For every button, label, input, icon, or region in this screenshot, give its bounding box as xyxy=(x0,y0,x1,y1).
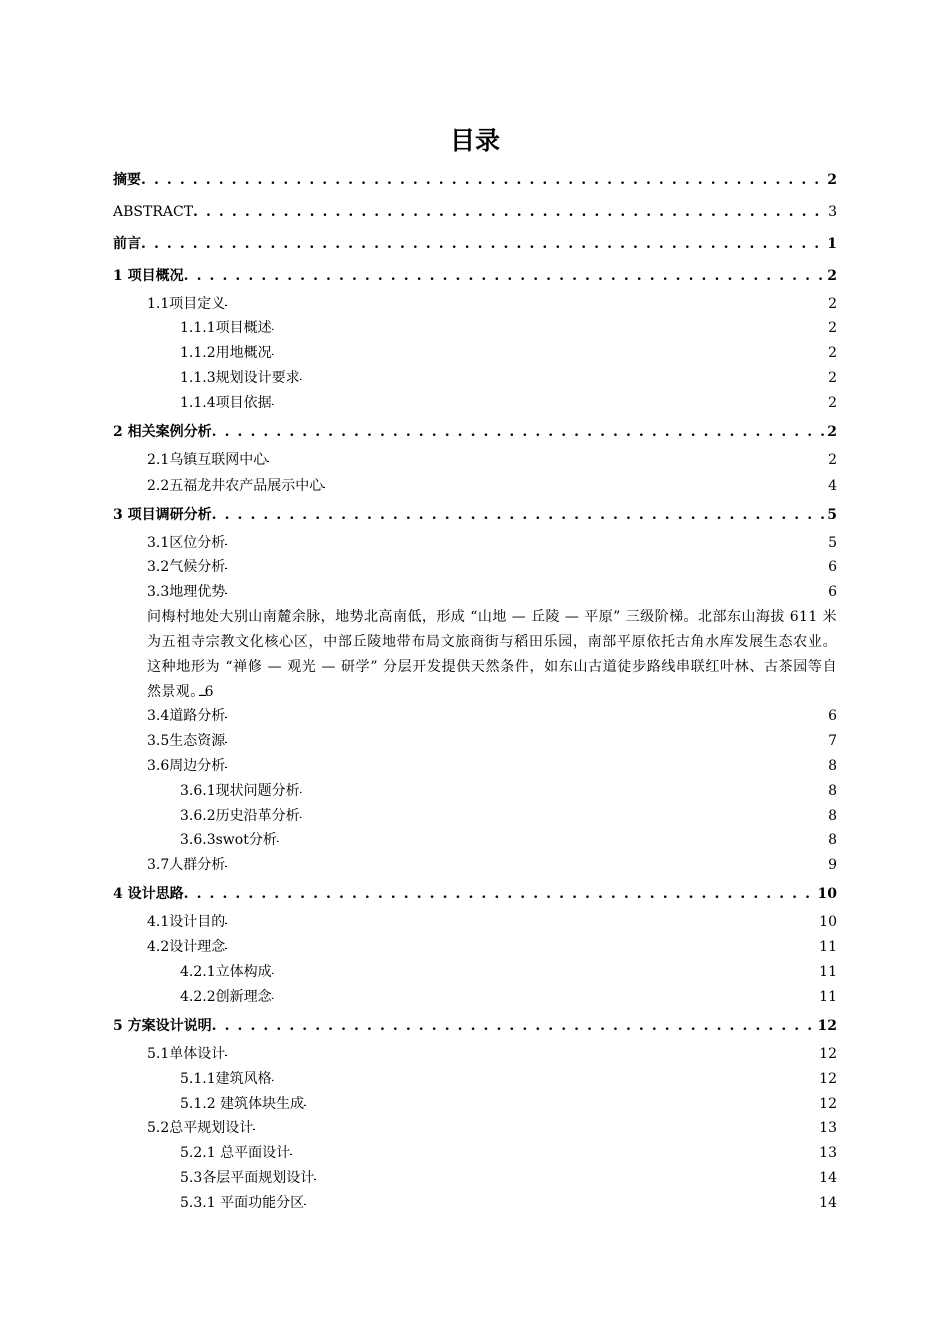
toc-page-number: 5 xyxy=(828,535,837,551)
toc-entry-3-2[interactable] xyxy=(113,557,837,577)
toc-entry-label: 4 设计思路 xyxy=(113,886,184,902)
toc-entry-label: 1.1.4项目依据 xyxy=(180,395,272,411)
toc-entry-label: 3.6.3swot分析 xyxy=(180,832,277,848)
toc-page-number: 6 xyxy=(828,559,837,575)
toc-entry-1-1-4[interactable] xyxy=(113,393,837,413)
toc-page-number: 2 xyxy=(828,395,837,411)
toc-entry-3-6[interactable] xyxy=(113,756,837,776)
toc-page-number: 1 xyxy=(827,236,837,252)
toc-entry-chapter-3[interactable] xyxy=(113,505,837,525)
leader-dots xyxy=(212,1016,816,1036)
toc-entry-label: 2.1乌镇互联网中心 xyxy=(147,452,268,468)
leader-dots xyxy=(225,1044,817,1064)
leader-dots xyxy=(272,318,826,338)
toc-entry-label: 3.2气候分析 xyxy=(147,559,226,575)
leader-dots xyxy=(225,731,826,751)
leader-dots xyxy=(212,422,826,442)
toc-page-number: 11 xyxy=(819,939,837,955)
toc-page-number: 6 xyxy=(828,708,837,724)
toc-entry-label: 前言 xyxy=(113,236,141,252)
leader-dots xyxy=(253,1118,817,1138)
leader-dots xyxy=(141,170,825,190)
toc-page-number: 4 xyxy=(828,478,837,494)
toc-page-number: 2 xyxy=(827,268,837,284)
toc-entry-label: 5.1.2 建筑体块生成 xyxy=(180,1096,305,1112)
toc-page-number: 8 xyxy=(828,808,837,824)
toc-entry-label: 1.1.2用地概况 xyxy=(180,345,272,361)
toc-entry-label: 5.1单体设计 xyxy=(147,1046,226,1062)
toc-entry-label: 4.1设计目的 xyxy=(147,914,226,930)
leader-dots xyxy=(272,962,818,982)
toc-entry-chapter-5[interactable] xyxy=(113,1016,837,1036)
toc-entry-label: 3.4道路分析 xyxy=(147,708,226,724)
toc-entry-3-6-2[interactable] xyxy=(113,806,837,826)
toc-page-number: 6 xyxy=(828,584,837,600)
leader-dots xyxy=(300,368,826,388)
toc-entry-4-2-1[interactable] xyxy=(113,962,837,982)
leader-dots xyxy=(225,937,817,957)
leader-dots xyxy=(272,987,818,1007)
toc-entry-label: 2.2五福龙井农产品展示中心 xyxy=(147,478,324,494)
toc-entry-2-2[interactable] xyxy=(113,476,837,496)
toc-entry-label: 3.5生态资源 xyxy=(147,733,226,749)
leader-dots xyxy=(314,1168,817,1188)
toc-entry-3-6-3[interactable] xyxy=(113,830,837,850)
toc-entry-5-3[interactable] xyxy=(113,1168,837,1188)
toc-page-number: 2 xyxy=(827,172,837,188)
toc-entry-label: 3.6周边分析 xyxy=(147,758,226,774)
toc-page-number: 2 xyxy=(828,370,837,386)
leader-dots xyxy=(272,393,826,413)
toc-page-number: 14 xyxy=(819,1195,837,1211)
leader-dots xyxy=(304,1193,817,1213)
toc-entry-label: 3.3地理优势 xyxy=(147,584,226,600)
toc-entry-chapter-1[interactable] xyxy=(113,266,837,286)
toc-page-number: 12 xyxy=(819,1071,837,1087)
toc-page-number: 12 xyxy=(819,1046,837,1062)
toc-entry-1-1[interactable] xyxy=(113,294,837,314)
toc-entry-1-1-3[interactable] xyxy=(113,368,837,388)
toc-entry-label: 3.7人群分析 xyxy=(147,857,226,873)
toc-entry-1-1-1[interactable] xyxy=(113,318,837,338)
toc-entry-label: 5.1.1建筑风格 xyxy=(180,1071,272,1087)
toc-entry-label: 1.1项目定义 xyxy=(147,296,226,312)
toc-entry-preface[interactable] xyxy=(113,234,837,254)
toc-page-number: 7 xyxy=(828,733,837,749)
toc-page-number: 12 xyxy=(817,1018,837,1034)
leader-dots xyxy=(225,582,826,602)
toc-entry-3-4[interactable] xyxy=(113,706,837,726)
toc-entry-3-1[interactable] xyxy=(113,533,837,553)
toc-entry-label: 4.2.1立体构成 xyxy=(180,964,272,980)
toc-entry-label: 3.6.2历史沿革分析 xyxy=(180,808,300,824)
toc-entry-5-3-1[interactable] xyxy=(113,1193,837,1213)
toc-entry-3-5[interactable] xyxy=(113,731,837,751)
leader-dots xyxy=(272,343,826,363)
leader-dots xyxy=(193,202,826,222)
leader-dots xyxy=(267,450,826,470)
toc-entry-label: 摘要 xyxy=(113,172,141,188)
toc-entry-label: 4.2设计理念 xyxy=(147,939,226,955)
leader-dots xyxy=(323,476,826,496)
toc-entry-label: 3 项目调研分析 xyxy=(113,507,212,523)
toc-page-number: 13 xyxy=(819,1145,837,1161)
leader-dots xyxy=(184,266,826,286)
toc-entry-label: 5.3各层平面规划设计 xyxy=(180,1170,315,1186)
toc-entry-label: 3.1区位分析 xyxy=(147,535,226,551)
leader-dots xyxy=(290,1143,817,1163)
toc-entry-label: 5.2总平规划设计 xyxy=(147,1120,254,1136)
toc-page-number: 2 xyxy=(828,296,837,312)
leader-dots xyxy=(141,234,825,254)
leader-dots xyxy=(225,855,826,875)
leader-dots xyxy=(225,912,817,932)
toc-page-number: 14 xyxy=(819,1170,837,1186)
toc-entry-chapter-4[interactable] xyxy=(113,884,837,904)
leader-dots xyxy=(225,706,826,726)
toc-page-number: 2 xyxy=(828,452,837,468)
leader-dots xyxy=(304,1094,817,1114)
toc-page-number: 2 xyxy=(827,424,837,440)
toc-entry-label: 5.3.1 平面功能分区 xyxy=(180,1195,305,1211)
toc-page-number: 8 xyxy=(828,758,837,774)
toc-page-number: 11 xyxy=(819,964,837,980)
toc-entry-3-3[interactable] xyxy=(113,582,837,602)
toc-entry-label: 1.1.1项目概述 xyxy=(180,320,272,336)
toc-entry-label: 3.6.1现状问题分析 xyxy=(180,783,300,799)
leader-dots xyxy=(300,781,826,801)
toc-entry-chapter-2[interactable] xyxy=(113,422,837,442)
toc-entry-label: 5.2.1 总平面设计 xyxy=(180,1145,291,1161)
toc-entry-5-1-2[interactable] xyxy=(113,1094,837,1114)
toc-entry-1-1-2[interactable] xyxy=(113,343,837,363)
toc-page-number: 13 xyxy=(819,1120,837,1136)
toc-entry-label: 2 相关案例分析 xyxy=(113,424,212,440)
toc-entry-label: 5 方案设计说明 xyxy=(113,1018,212,1034)
leader-dots xyxy=(225,533,826,553)
toc-entry-3-7[interactable] xyxy=(113,855,837,875)
toc-entry-label: 1 项目概况 xyxy=(113,268,184,284)
toc-entry-5-1-1[interactable] xyxy=(113,1069,837,1089)
toc-page-number: 2 xyxy=(828,345,837,361)
toc-entry-5-1[interactable] xyxy=(113,1044,837,1064)
toc-entry-4-2[interactable] xyxy=(113,937,837,957)
toc-page-number: 8 xyxy=(828,783,837,799)
paragraph-text: 问梅村地处大别山南麓余脉，地势北高南低，形成 “山地 — 丘陵 — 平原” 三级阶梯。北部东山海拔 611 米为五祖寺宗教文化核心区，中部丘陵地带布局文旅商街与稻田乐园，南部平原依托古角水库发展生态农业。这种地形为 “禅修 — 观光 — 研学” 分层开发提供天然条件，如东山古道徒步路线串联红叶林、古茶园等自然景观。 xyxy=(147,609,837,700)
toc-page-number: 10 xyxy=(817,886,837,902)
toc-entry-label: ABSTRACT xyxy=(113,204,194,220)
toc-entry-5-2[interactable] xyxy=(113,1118,837,1138)
toc-page-number: 2 xyxy=(828,320,837,336)
leader-dots xyxy=(272,1069,818,1089)
toc-entry-4-2-2[interactable] xyxy=(113,987,837,1007)
toc-page-number: 12 xyxy=(819,1096,837,1112)
body-paragraph xyxy=(147,605,837,706)
leader-dots xyxy=(212,505,826,525)
toc-page-number: 3 xyxy=(828,204,837,220)
leader-dots xyxy=(277,830,826,850)
toc-entry-5-2-1[interactable] xyxy=(113,1143,837,1163)
toc-entry-label: 1.1.3规划设计要求 xyxy=(180,370,300,386)
toc-title: 目录 xyxy=(449,126,500,155)
toc-page-number: 10 xyxy=(819,914,837,930)
toc-entry-2-1[interactable] xyxy=(113,450,837,470)
leader-dots xyxy=(225,756,826,776)
toc-entry-4-1[interactable] xyxy=(113,912,837,932)
leader-dots xyxy=(225,557,826,577)
toc-entry-3-6-1[interactable] xyxy=(113,781,837,801)
toc-entry-abstract-en[interactable] xyxy=(113,202,837,222)
toc-page-number: 11 xyxy=(819,989,837,1005)
toc-entry-label: 4.2.2创新理念 xyxy=(180,989,272,1005)
toc-page-number: 9 xyxy=(828,857,837,873)
leader-dots xyxy=(300,806,826,826)
toc-page-number: 5 xyxy=(827,507,837,523)
toc-page-number: 8 xyxy=(828,832,837,848)
leader-dots xyxy=(225,294,826,314)
toc-page-number: 6 xyxy=(204,684,214,700)
leader-dots xyxy=(184,884,816,904)
toc-entry-abstract-cn[interactable] xyxy=(113,170,837,190)
